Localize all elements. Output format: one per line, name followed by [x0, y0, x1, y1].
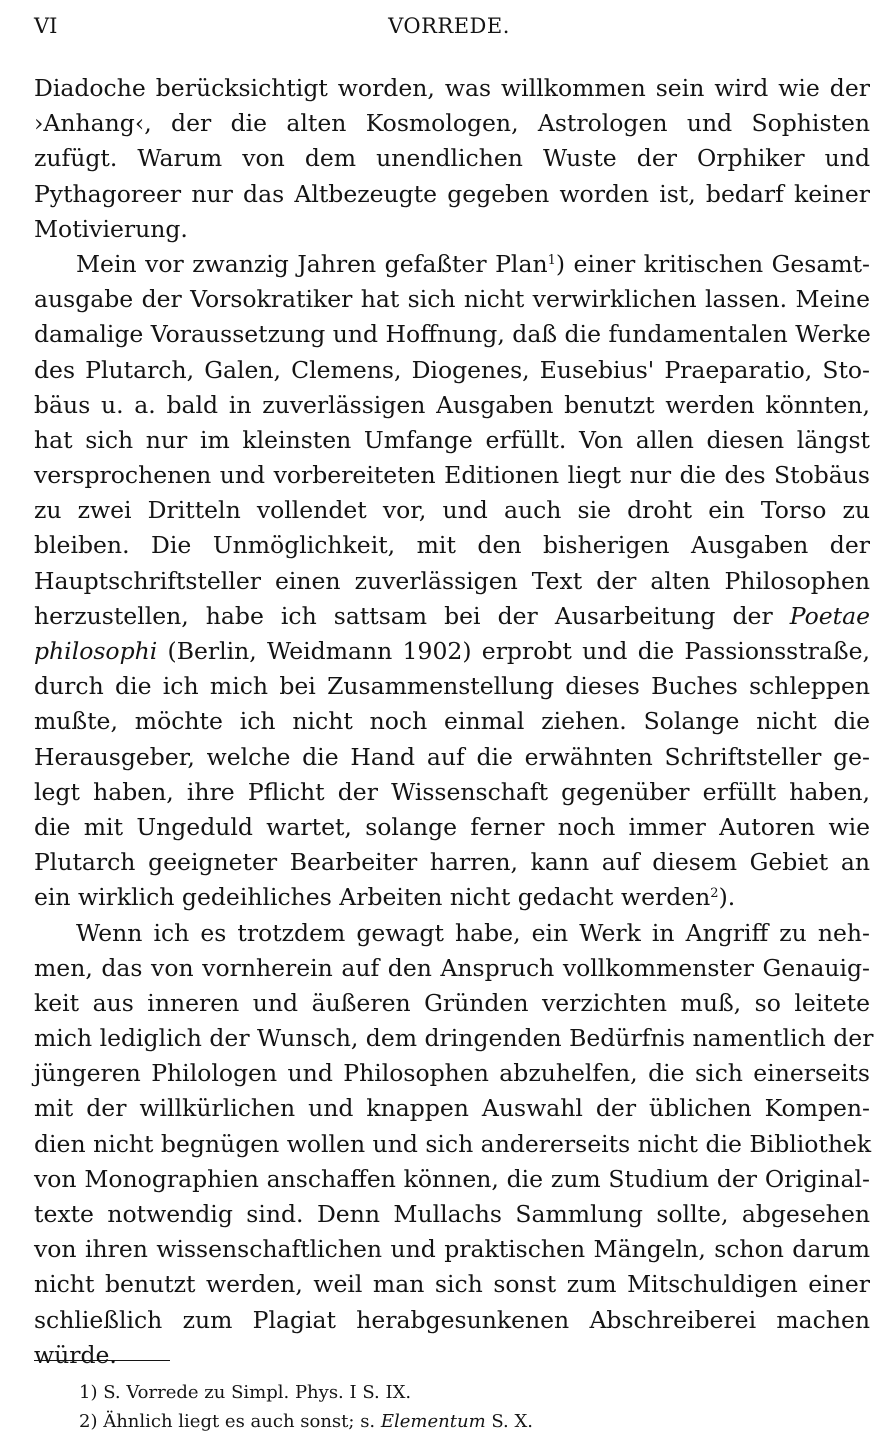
- text-line: [34, 1197, 870, 1232]
- footnote-ref: 1: [547, 252, 556, 268]
- text-run: zufügt. Warum von dem unendlichen Wuste der Orphiker und: [34, 144, 870, 173]
- text-run: des Plutarch, Galen, Clemens, Diogenes, Eusebius' Praeparatio, Sto-: [34, 355, 870, 384]
- text-line: [34, 599, 870, 634]
- text-run: ).: [718, 883, 736, 912]
- text-run: Wenn ich es trotzdem gewagt habe, ein Werk in Angriff zu neh-: [76, 918, 870, 947]
- text-run: schließlich zum Plagiat herabgesunkenen Abschreiberei machen: [34, 1305, 870, 1334]
- text-run: S. X.: [485, 1411, 534, 1432]
- text-line: [34, 740, 870, 775]
- footnote-ref: 2: [710, 886, 719, 902]
- text-run: jüngeren Philologen und Philosophen abzuhelfen, die sich einerseits: [34, 1059, 870, 1088]
- italic-text: Poetae: [789, 601, 870, 630]
- text-line: [34, 353, 870, 388]
- text-run: die mit Ungeduld wartet, solange ferner noch immer Autoren wie: [34, 812, 870, 841]
- text-run: durch die ich mich bei Zusammenstellung dieses Buches schleppen: [34, 672, 870, 701]
- text-line: [34, 669, 870, 704]
- text-run: keit aus inneren und äußeren Gründen verzichten muß, so leitete: [34, 988, 870, 1017]
- text-line: [34, 1267, 870, 1302]
- running-title: VORREDE.: [388, 14, 510, 38]
- text-run: ein wirklich gedeihliches Arbeiten nicht gedacht werden: [34, 883, 711, 912]
- text-run: dien nicht begnügen wollen und sich andererseits nicht die Bibliothek: [34, 1129, 872, 1158]
- text-run: Plutarch geeigneter Bearbeiter harren, kann auf diesem Gebiet an: [34, 848, 870, 877]
- text-run: Motivierung.: [34, 214, 188, 243]
- text-run: 1) S. Vorrede zu Simpl. Phys. I S. IX.: [79, 1382, 412, 1403]
- text-run: würde.: [34, 1340, 117, 1369]
- text-run: mit der willkürlichen und knappen Auswahl der üblichen Kompen-: [34, 1094, 870, 1123]
- text-run: von ihren wissenschaftlichen und praktischen Mängeln, schon darum: [34, 1235, 870, 1264]
- text-run: damalige Voraussetzung und Hoffnung, daß die fundamentalen Werke: [34, 320, 871, 349]
- text-line: [34, 247, 870, 282]
- running-header: [34, 14, 864, 46]
- text-line: [34, 1091, 870, 1126]
- text-run: von Monographien anschaffen können, die zum Studium der Original-: [34, 1164, 870, 1193]
- text-line: [34, 564, 870, 599]
- text-line: [34, 1021, 874, 1056]
- text-run: Herausgeber, welche die Hand auf die erwähnten Schriftsteller ge-: [34, 742, 870, 771]
- text-line: [34, 1232, 870, 1267]
- footnote: [79, 1378, 839, 1407]
- text-run: herzustellen, habe ich sattsam bei der Ausarbeitung der: [34, 601, 790, 630]
- text-run: Pythagoreer nur das Altbezeugte gegeben worden ist, bedarf keiner: [34, 179, 870, 208]
- text-line: [34, 880, 870, 915]
- text-line: [34, 212, 870, 247]
- body-text: [34, 71, 874, 1373]
- text-run: mußte, möchte ich nicht noch einmal ziehen. Solange nicht die: [34, 707, 870, 736]
- text-line: [34, 282, 870, 317]
- text-run: ausgabe der Vorsokratiker hat sich nicht verwirklichen lassen. Meine: [34, 285, 870, 314]
- text-line: [34, 1303, 870, 1338]
- text-line: [34, 493, 870, 528]
- text-line: [34, 1127, 870, 1162]
- text-run: bäus u. a. bald in zuverlässigen Ausgaben benutzt werden könnten,: [34, 390, 870, 419]
- text-line: [34, 106, 870, 141]
- text-run: men, das von vornherein auf den Anspruch vollkommenster Genauig-: [34, 953, 870, 982]
- footnote-rule: [34, 1360, 170, 1361]
- text-run: Diadoche berücksichtigt worden, was willkommen sein wird wie der: [34, 74, 870, 102]
- text-run: versprochenen und vorbereiteten Editionen liegt nur die des Stobäus: [34, 461, 870, 490]
- text-run: ) einer kritischen Gesamt-: [555, 249, 870, 278]
- text-line: [34, 704, 870, 739]
- text-run: texte notwendig sind. Denn Mullachs Sammlung sollte, abgesehen: [34, 1200, 870, 1228]
- italic-text: philosophi: [34, 637, 158, 665]
- text-line: [34, 1162, 870, 1197]
- text-run: Hauptschriftsteller einen zuverlässigen Text der alten Philosophen: [34, 566, 870, 595]
- text-run: Mein vor zwanzig Jahren gefaßter Plan: [76, 249, 548, 278]
- text-line: [34, 71, 870, 106]
- text-run: zu zwei Dritteln vollendet vor, und auch sie droht ein Torso zu: [34, 496, 870, 525]
- text-line: [34, 528, 870, 563]
- text-run: (Berlin, Weidmann 1902) erprobt und die Passionsstraße,: [157, 637, 870, 665]
- text-run: legt haben, ihre Pflicht der Wissenschaft gegenüber erfüllt haben,: [34, 777, 870, 806]
- footnotes: [79, 1378, 839, 1436]
- text-line: [34, 423, 870, 458]
- text-line: [34, 810, 870, 845]
- text-line: [34, 1338, 870, 1373]
- text-line: [34, 1056, 870, 1091]
- italic-text: Elementum: [380, 1411, 486, 1432]
- text-run: ›Anhang‹, der die alten Kosmologen, Astrologen und Sophisten: [34, 109, 870, 138]
- text-line: [34, 177, 870, 212]
- text-line: [34, 388, 870, 423]
- text-line: [34, 458, 870, 493]
- text-run: 2) Ähnlich liegt es auch sonst; s.: [79, 1411, 381, 1432]
- text-line: [34, 775, 870, 810]
- text-run: mich lediglich der Wunsch, dem dringenden Bedürfnis namentlich der: [34, 1024, 874, 1053]
- text-line: [34, 986, 870, 1021]
- page-number: VI: [34, 14, 58, 38]
- text-line: [34, 951, 870, 986]
- text-run: nicht benutzt werden, weil man sich sonst zum Mitschuldigen einer: [34, 1270, 870, 1299]
- text-line: [34, 916, 870, 951]
- text-line: [34, 317, 870, 352]
- text-run: hat sich nur im kleinsten Umfange erfüllt. Von allen diesen längst: [34, 425, 870, 454]
- text-line: [34, 141, 870, 176]
- footnote: [79, 1407, 839, 1436]
- text-line: [34, 634, 870, 669]
- text-run: bleiben. Die Unmöglichkeit, mit den bisherigen Ausgaben der: [34, 531, 870, 560]
- text-line: [34, 845, 870, 880]
